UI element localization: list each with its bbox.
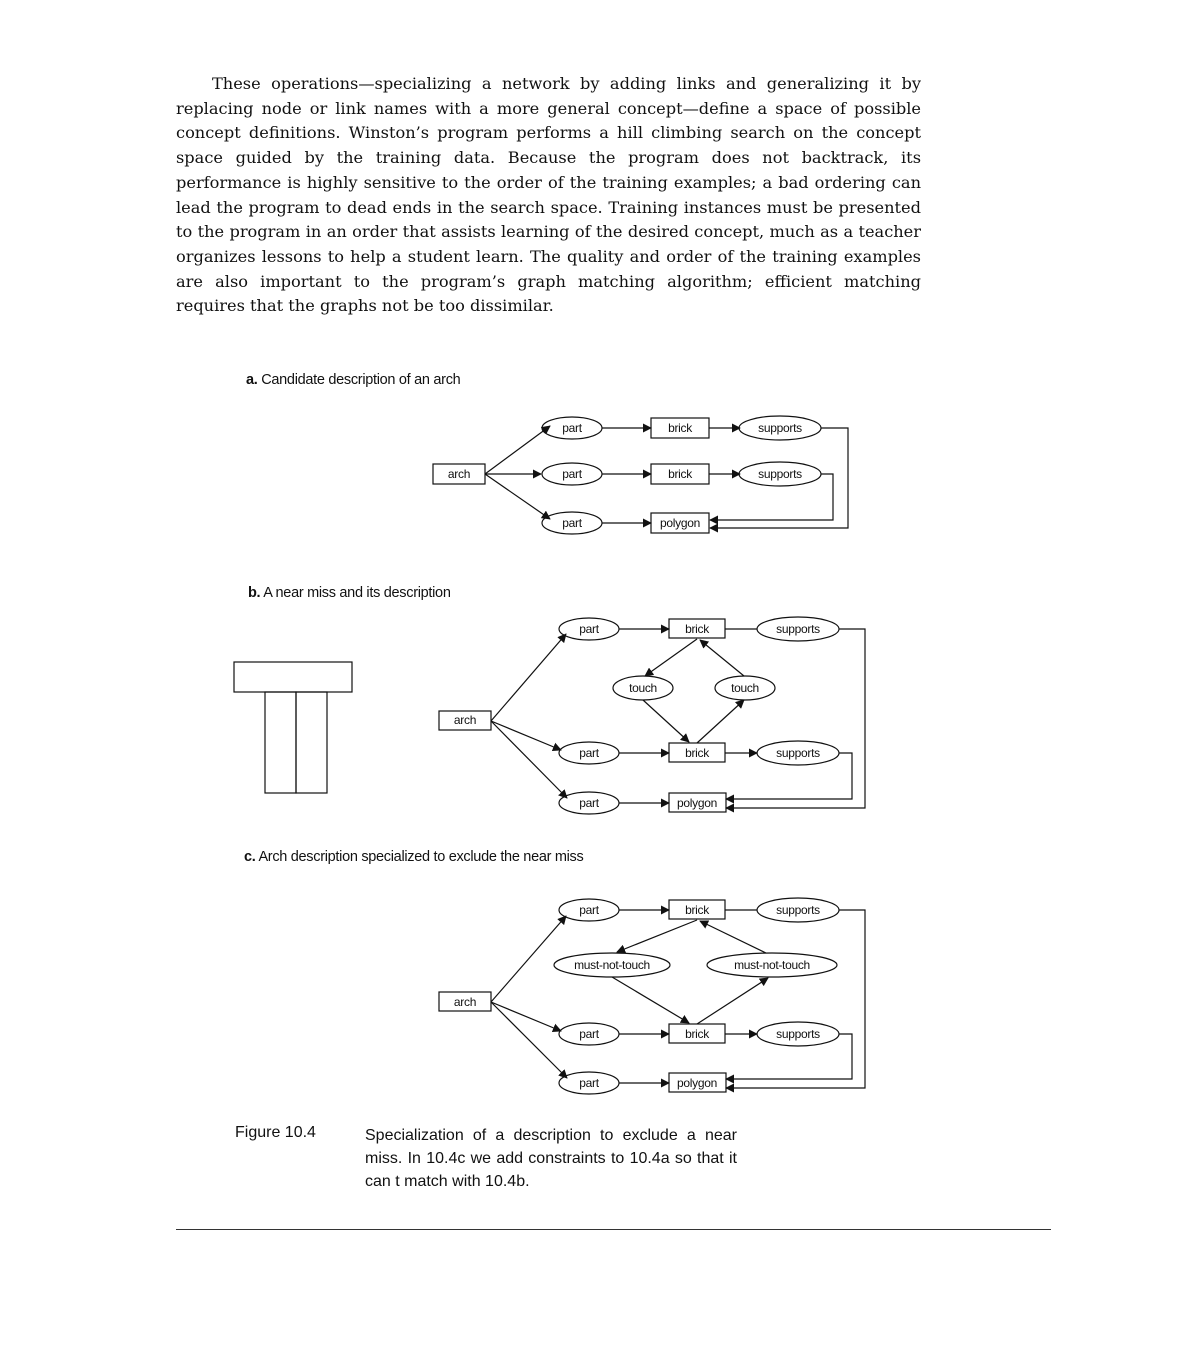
part-label-b1: part (579, 622, 599, 636)
body-paragraph: These operations—specializing a network by adding links and generalizing it by replacing node or link names with a more general concept—define a space of possible concept definitions. Winston’s program performs a hill climbing search on the concept space guided by the training data. Because the program does not backtrack, its performance is highly sensitive to the order of the training examples; a bad ordering can lead the program to dead ends in the search space. Training instances must be presented to the program in an order that assists learning of the desired concept, much as a teacher organizes lessons to help a student learn. The quality and order of the training examples are also important to the program’s graph matching algorithm; efficient matching requires that the graphs not be too dissimilar. (176, 74, 921, 316)
figure-caption-text: Specialization of a description to exclude a near miss. In 10.4c we add constraints to 10.4a so that it can t match with 10.4b. (365, 1127, 737, 1190)
arch-label-a: arch (447, 467, 471, 481)
figure-caption-number: Figure 10.4 (235, 1124, 316, 1141)
supports-label-c1: supports (776, 903, 820, 917)
figure-c-letter: c. (244, 849, 256, 865)
polygon-label-a: polygon (660, 516, 700, 530)
arch-label-b: arch (453, 713, 477, 727)
near-miss-picture (234, 662, 352, 793)
diagram-c-edges (491, 910, 865, 1088)
arch-label-c: arch (453, 995, 477, 1009)
polygon-label-b: polygon (677, 796, 717, 810)
part-label-b2: part (579, 746, 599, 760)
part-label-c2: part (579, 1027, 599, 1041)
part-label-c3: part (579, 1076, 599, 1090)
brick-label-a2: brick (668, 467, 692, 481)
diagram-b-edges (491, 629, 865, 808)
supports-label-b2: supports (776, 746, 820, 760)
touch-label-b1: touch (629, 681, 657, 695)
must-not-touch-label-c2: must-not-touch (734, 958, 810, 972)
brick-label-c1: brick (685, 903, 709, 917)
near-miss-lintel (234, 662, 352, 692)
near-miss-right-post (296, 692, 327, 793)
figure-b-letter: b. (248, 585, 261, 601)
part-label-a1: part (562, 421, 582, 435)
brick-label-a1: brick (668, 421, 692, 435)
brick-label-b2: brick (685, 746, 709, 760)
brick-label-c2: brick (685, 1027, 709, 1041)
brick-label-b1: brick (685, 622, 709, 636)
part-label-a3: part (562, 516, 582, 530)
supports-label-a2: supports (758, 467, 802, 481)
supports-label-b1: supports (776, 622, 820, 636)
touch-label-b2: touch (731, 681, 759, 695)
part-label-a2: part (562, 467, 582, 481)
footer-rule (176, 1229, 1051, 1230)
figure-a-text: Candidate description of an arch (261, 372, 461, 388)
part-label-c1: part (579, 903, 599, 917)
part-label-b3: part (579, 796, 599, 810)
diagram-c-nodes (439, 898, 839, 1094)
figure-a-letter: a. (246, 372, 258, 388)
figure-b-text: A near miss and its description (263, 585, 451, 601)
supports-label-c2: supports (776, 1027, 820, 1041)
polygon-label-c: polygon (677, 1076, 717, 1090)
near-miss-left-post (265, 692, 296, 793)
figure-c-text: Arch description specialized to exclude the near miss (258, 849, 584, 865)
supports-label-a1: supports (758, 421, 802, 435)
diagram-b-nodes (439, 617, 839, 814)
must-not-touch-label-c1: must-not-touch (574, 958, 650, 972)
